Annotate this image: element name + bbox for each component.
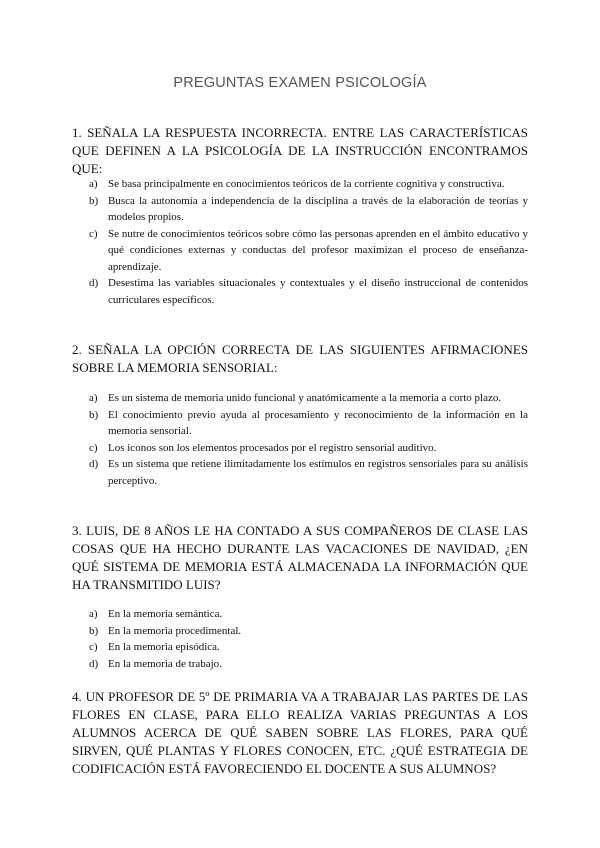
question-2-option-c (89, 440, 528, 457)
question-2-option-d (89, 456, 528, 489)
document-title: PREGUNTAS EXAMEN PSICOLOGÍA (173, 75, 427, 91)
question-2-option-a (89, 390, 528, 407)
option-text: En la memoria procedimental. (108, 624, 242, 637)
question-3-option-d (89, 656, 528, 673)
option-text: Es un sistema que retiene ilimitadamente los estímulos en registros sensoriales para su análisis perceptivo. (108, 458, 528, 487)
option-text: Es un sistema de memoria unido funcional y anatómicamente a la memoria a corto plazo. (108, 392, 502, 404)
option-letter: d) (89, 458, 99, 470)
question-2-option-b (89, 407, 528, 440)
question-3-options (89, 606, 528, 672)
question-3-text: 3. LUIS, DE 8 AÑOS LE HA CONTADO A SUS COMPAÑEROS DE CLASE LAS COSAS QUE HA HECHO DURANTE LAS VACACIONES DE NAVIDAD, ¿EN QUÉ SISTEMA DE MEMORIA ESTÁ ALMACENADA LA INFORMACIÓN QUE HA TRANSMITIDO LUIS? (72, 523, 528, 592)
option-letter: a) (89, 178, 98, 190)
question-4-text: 4. UN PROFESOR DE 5º DE PRIMARIA VA A TRABAJAR LAS PARTES DE LAS FLORES EN CLASE, PARA ELLO REALIZA VARIAS PREGUNTAS A LOS ALUMNOS ACERCA DE QUÉ SABEN SOBRE LAS FLORES, PARA QUÉ SIRVEN, QUÉ PLANTAS Y FLORES CONOCEN, ETC. ¿QUÉ ESTRATEGIA DE CODIFICACIÓN ESTÁ FAVORECIENDO EL DOCENTE A SUS ALUMNOS? (72, 689, 528, 776)
question-3-option-c (89, 639, 528, 656)
option-text: En la memoria semántica. (108, 608, 223, 620)
question-1-option-a (89, 176, 528, 193)
question-1-options (89, 176, 528, 308)
option-text: Busca la autonomía a independencia de la disciplina a través de la elaboración de teorías y modelos propios. (108, 194, 528, 223)
question-3-option-a (89, 606, 528, 623)
option-letter: b) (89, 408, 99, 421)
question-3-option-b (89, 623, 528, 640)
option-letter: b) (89, 624, 99, 637)
option-letter: c) (89, 441, 98, 454)
option-letter: b) (89, 194, 99, 207)
option-text: Desestima las variables situacionales y contextuales y el diseño instruccional de contenidos curriculares específicos. (108, 277, 528, 306)
question-2-text: 2. SEÑALA LA OPCIÓN CORRECTA DE LAS SIGUIENTES AFIRMACIONES SOBRE LA MEMORIA SENSORIAL: (72, 342, 528, 375)
question-1-option-d (89, 275, 528, 308)
question-2-options (89, 390, 528, 489)
option-text: En la memoria episódica. (108, 641, 220, 653)
option-letter: d) (89, 277, 99, 289)
question-1-text: 1. SEÑALA LA RESPUESTA INCORRECTA. ENTRE LAS CARACTERÍSTICAS QUE DEFINEN A LA PSICOLOGÍA DE LA INSTRUCCIÓN ENCONTRAMOS QUE: (72, 125, 528, 176)
question-1-option-c (89, 226, 528, 276)
option-text: Se basa principalmente en conocimientos teóricos de la corriente cognitiva y constructiva. (108, 178, 505, 190)
option-letter: d) (89, 657, 99, 670)
option-text: Se nutre de conocimientos teóricos sobre cómo las personas aprenden en el ámbito educativo y qué condiciones externas y conductas del profesor maximizan el proceso de enseñanza-aprendizaje. (108, 227, 528, 273)
option-text: En la memoria de trabajo. (108, 657, 222, 670)
option-letter: a) (89, 392, 98, 404)
option-text: Los iconos son los elementos procesados por el registro sensorial auditivo. (108, 441, 437, 454)
option-letter: c) (89, 641, 98, 653)
question-1-option-b (89, 193, 528, 226)
option-text: El conocimiento previo ayuda al procesamiento y reconocimiento de la información en la memoria sensorial. (108, 408, 528, 437)
option-letter: a) (89, 608, 98, 620)
option-letter: c) (89, 227, 98, 240)
